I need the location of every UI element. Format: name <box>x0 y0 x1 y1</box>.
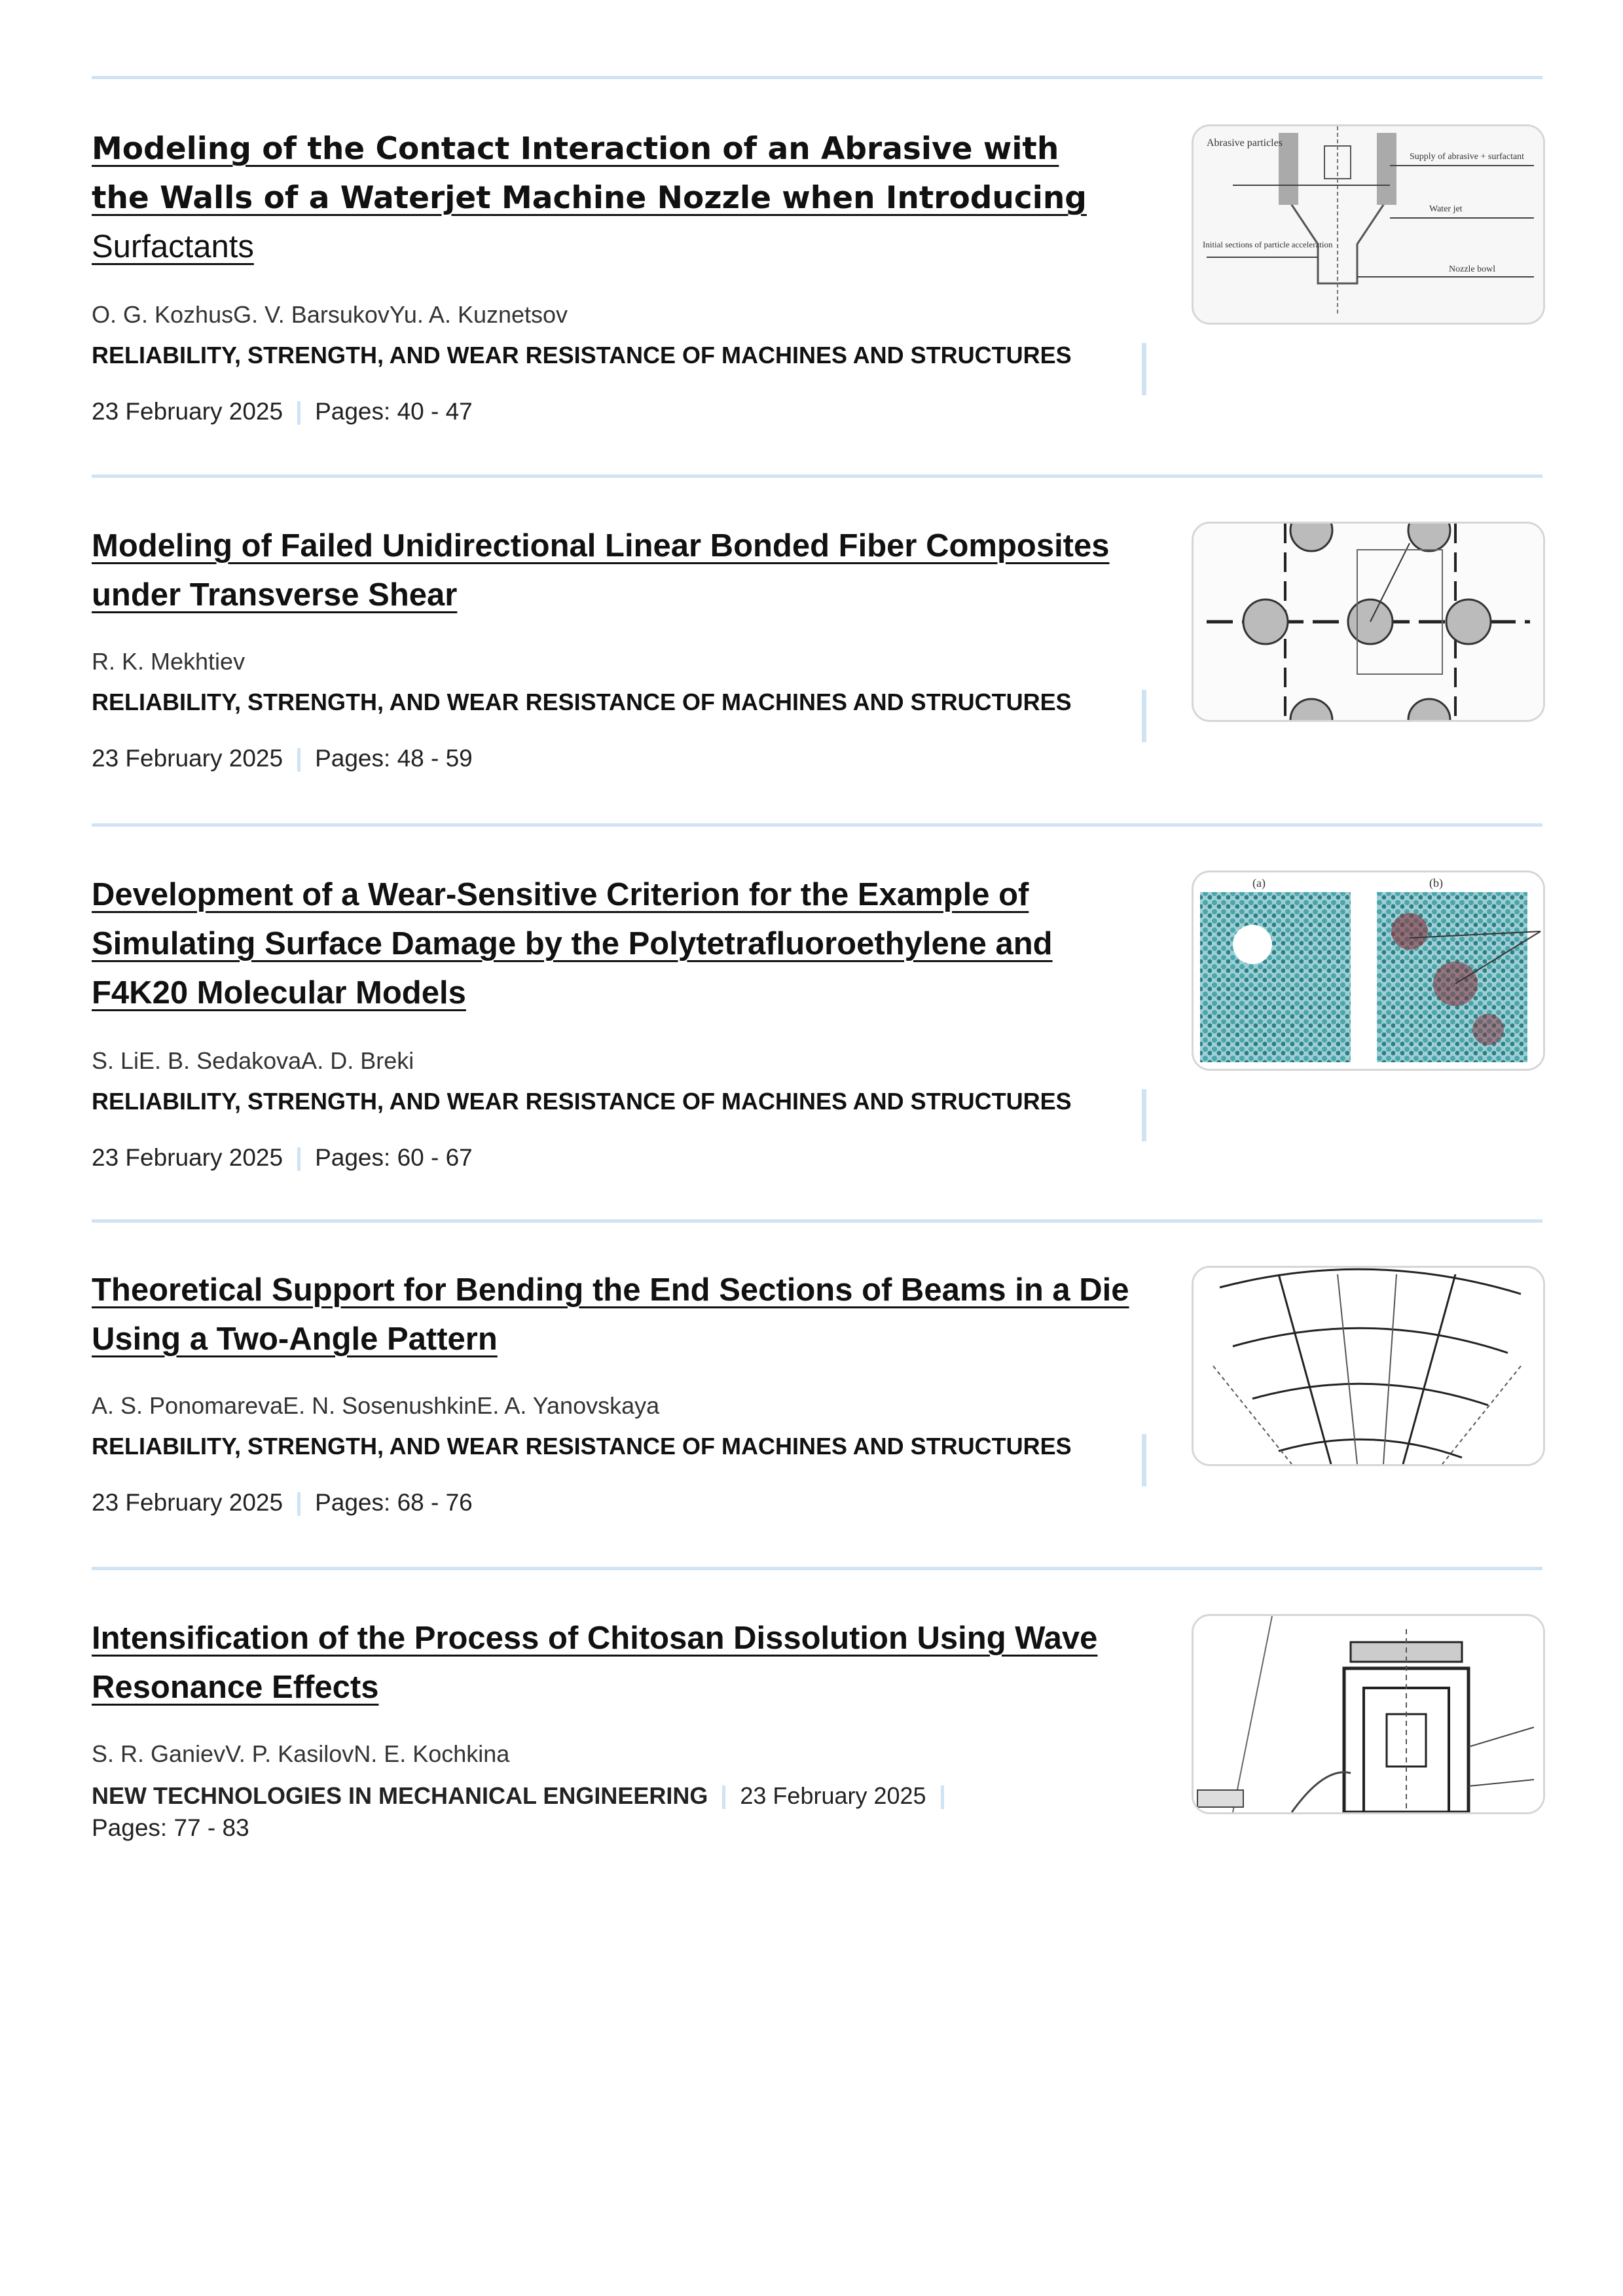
article-meta <box>92 398 473 425</box>
thumb-label: Supply of abrasive + surfactant <box>1410 152 1525 162</box>
article-meta <box>92 745 473 772</box>
article-thumbnail[interactable] <box>1192 124 1545 325</box>
article-meta <box>92 1782 958 1810</box>
article-title-link[interactable]: Development of a Wear-Sensitive Criterion for the Example of Simulating Surface Damage by the Polytetrafluoroethylene and F4K20 Molecular Models <box>92 877 1053 1011</box>
divider <box>92 1567 1542 1570</box>
article-pages: Pages: 40 - 47 <box>315 398 473 425</box>
article-thumbnail[interactable] <box>1192 870 1545 1071</box>
article-section[interactable]: NEW TECHNOLOGIES IN MECHANICAL ENGINEERING <box>92 1782 708 1809</box>
article-thumbnail[interactable] <box>1192 522 1545 722</box>
bending-stress-diagram-icon <box>1194 1268 1543 1464</box>
separator <box>722 1785 725 1809</box>
article-date: 23 February 2025 <box>92 398 283 425</box>
article-authors: S. LiE. B. SedakovaA. D. Breki <box>92 1047 414 1074</box>
article-section[interactable]: RELIABILITY, STRENGTH, AND WEAR RESISTANCE OF MACHINES AND STRUCTURES <box>92 1088 1072 1115</box>
article-date: 23 February 2025 <box>92 745 283 772</box>
article-title-link[interactable]: Modeling of the Contact Interaction of an Abrasive with the Walls of a Waterjet Machine Nozzle when Introducing Surfactants <box>92 131 1087 264</box>
article-authors: O. G. KozhusG. V. BarsukovYu. A. Kuznetsov <box>92 301 568 328</box>
thumb-label: Nozzle bowl <box>1449 264 1496 274</box>
separator <box>297 748 301 772</box>
nozzle-diagram-icon <box>1194 126 1543 323</box>
separator <box>297 1492 301 1516</box>
divider <box>92 823 1542 827</box>
article-authors: R. K. Mekhtiev <box>92 648 246 675</box>
article-meta <box>92 1489 473 1516</box>
article-section[interactable]: RELIABILITY, STRENGTH, AND WEAR RESISTANCE OF MACHINES AND STRUCTURES <box>92 689 1072 715</box>
divider <box>92 76 1542 79</box>
article-thumbnail[interactable] <box>1192 1266 1545 1466</box>
fiber-composite-diagram-icon <box>1194 524 1543 720</box>
separator <box>297 1147 301 1171</box>
separator <box>297 401 301 425</box>
article-title-link[interactable]: Intensification of the Process of Chitosan Dissolution Using Wave Resonance Effects <box>92 1621 1098 1705</box>
thumb-label: (b) <box>1429 876 1443 889</box>
thumb-label: Abrasive particles <box>1207 137 1283 149</box>
thumb-label: (a) <box>1252 876 1266 889</box>
separator <box>1142 343 1146 395</box>
article-section[interactable]: RELIABILITY, STRENGTH, AND WEAR RESISTANCE OF MACHINES AND STRUCTURES <box>92 1433 1072 1460</box>
article-date: 23 February 2025 <box>740 1782 926 1809</box>
article-meta <box>92 1144 473 1172</box>
thumb-label: Initial sections of particle acceleration <box>1203 240 1333 249</box>
article-authors: A. S. PonomarevaE. N. SosenushkinE. A. Yanovskaya <box>92 1392 660 1419</box>
separator <box>941 1785 944 1809</box>
thumb-label: Water jet <box>1429 204 1463 214</box>
separator <box>1142 690 1146 742</box>
article-authors: S. R. GanievV. P. KasilovN. E. Kochkina <box>92 1740 510 1767</box>
separator <box>1142 1434 1146 1486</box>
article-pages: Pages: 68 - 76 <box>315 1489 473 1516</box>
article-date: 23 February 2025 <box>92 1144 283 1171</box>
article-title-link[interactable]: Theoretical Support for Bending the End Sections of Beams in a Die Using a Two-Angle Pattern <box>92 1272 1129 1357</box>
divider <box>92 1219 1542 1223</box>
article-pages: Pages: 48 - 59 <box>315 745 473 772</box>
article-pages: Pages: 77 - 83 <box>92 1814 249 1841</box>
divider <box>92 475 1542 478</box>
article-date: 23 February 2025 <box>92 1489 283 1516</box>
apparatus-drawing-icon <box>1194 1616 1543 1812</box>
article-section[interactable]: RELIABILITY, STRENGTH, AND WEAR RESISTANCE OF MACHINES AND STRUCTURES <box>92 342 1072 368</box>
separator <box>1142 1089 1146 1141</box>
article-thumbnail[interactable] <box>1192 1614 1545 1814</box>
article-title-link[interactable]: Modeling of Failed Unidirectional Linear Bonded Fiber Composites under Transverse Shear <box>92 528 1110 613</box>
article-pages: Pages: 60 - 67 <box>315 1144 473 1171</box>
molecular-model-image-icon <box>1194 872 1543 1069</box>
